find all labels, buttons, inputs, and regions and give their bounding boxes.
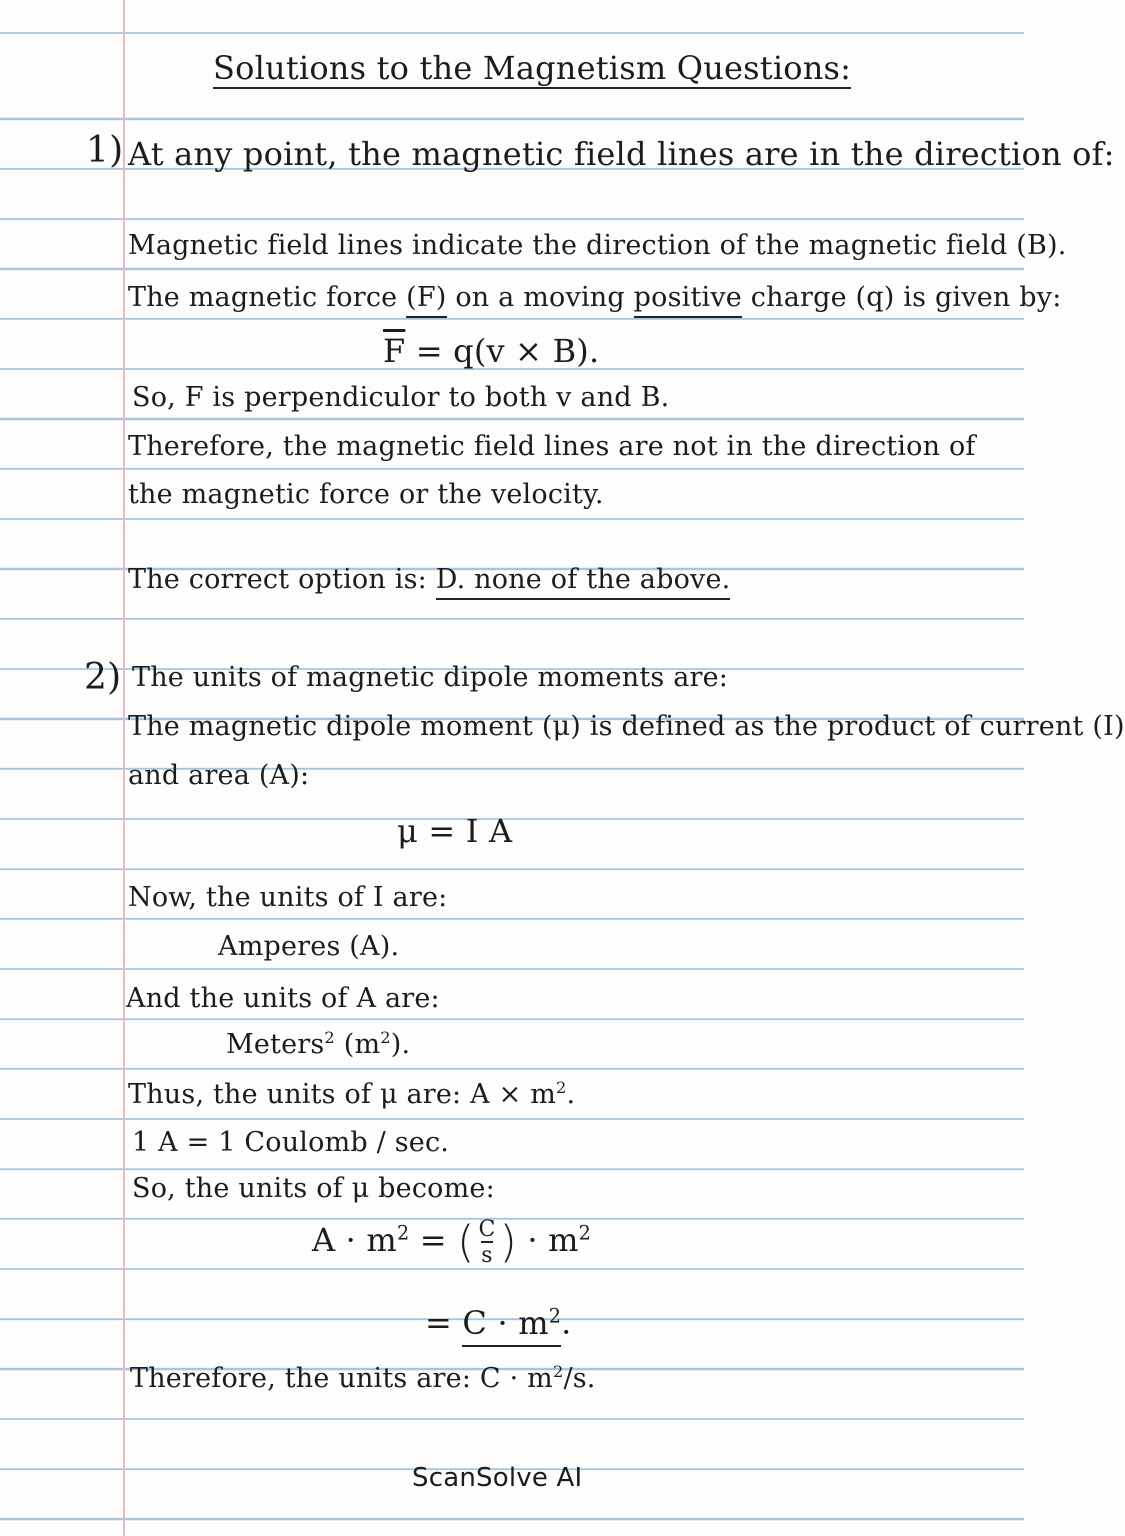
footer-brand: ScanSolve AI	[412, 1463, 583, 1493]
q2-equation-1: μ = I A	[397, 812, 513, 850]
q2-line-7: Thus, the units of μ are: $A \times m^2$.	[128, 1078, 576, 1110]
q1-line-5: the magnetic force or the velocity.	[128, 479, 604, 510]
q2-final-answer: Therefore, the units are: $C \cdot m^2/s$.	[130, 1362, 596, 1394]
q2-line-6: Meters$^2$ $(m^2)$.	[226, 1028, 411, 1060]
q2-line-4: Amperes (A).	[218, 931, 400, 962]
q1-answer-line: The correct option is: D. none of the above.	[128, 566, 730, 593]
fraction-c-over-s: $\frac{C}{s}$	[478, 1217, 496, 1269]
q2-line-8: 1 A = 1 Coulomb / sec.	[132, 1127, 450, 1158]
q2-line-9: So, the units of μ become:	[132, 1173, 495, 1204]
q1-line-1: Magnetic field lines indicate the direction of the magnetic field (B).	[128, 230, 1067, 261]
q1-line-2: The magnetic force (F) on a moving positive charge (q) is given by:	[128, 284, 1062, 311]
question-1-text: At any point, the magnetic field lines are in the direction of:	[128, 135, 1115, 173]
q2-equation-3: = $C \cdot m^2$.	[425, 1306, 572, 1339]
q2-line-5: And the units of A are:	[126, 983, 440, 1014]
page-title: Solutions to the Magnetism Questions:	[213, 49, 852, 87]
q1-line-4: Therefore, the magnetic field lines are not in the direction of	[128, 431, 976, 462]
q2-line-3: Now, the units of I are:	[128, 882, 448, 913]
q2-line-1: The magnetic dipole moment (μ) is defined as the product of current (I)	[128, 711, 1125, 742]
q2-equation-2: $A \cdot m^2$ = ( $\frac{C}{s}$ ) · $m^2$	[312, 1216, 592, 1269]
question-2-text: The units of magnetic dipole moments are:	[132, 662, 729, 693]
q2-line-2: and area (A):	[128, 760, 310, 791]
q1-line-3: So, F is perpendiculor to both v and B.	[132, 382, 670, 413]
q1-force-equation: $\overline{F} = q(v \times B)$.	[383, 332, 600, 370]
question-1-number: 1)	[86, 130, 124, 171]
q1-answer: D. none of the above.	[436, 564, 731, 600]
margin-line	[123, 0, 125, 1536]
question-2-number: 2)	[84, 657, 122, 698]
